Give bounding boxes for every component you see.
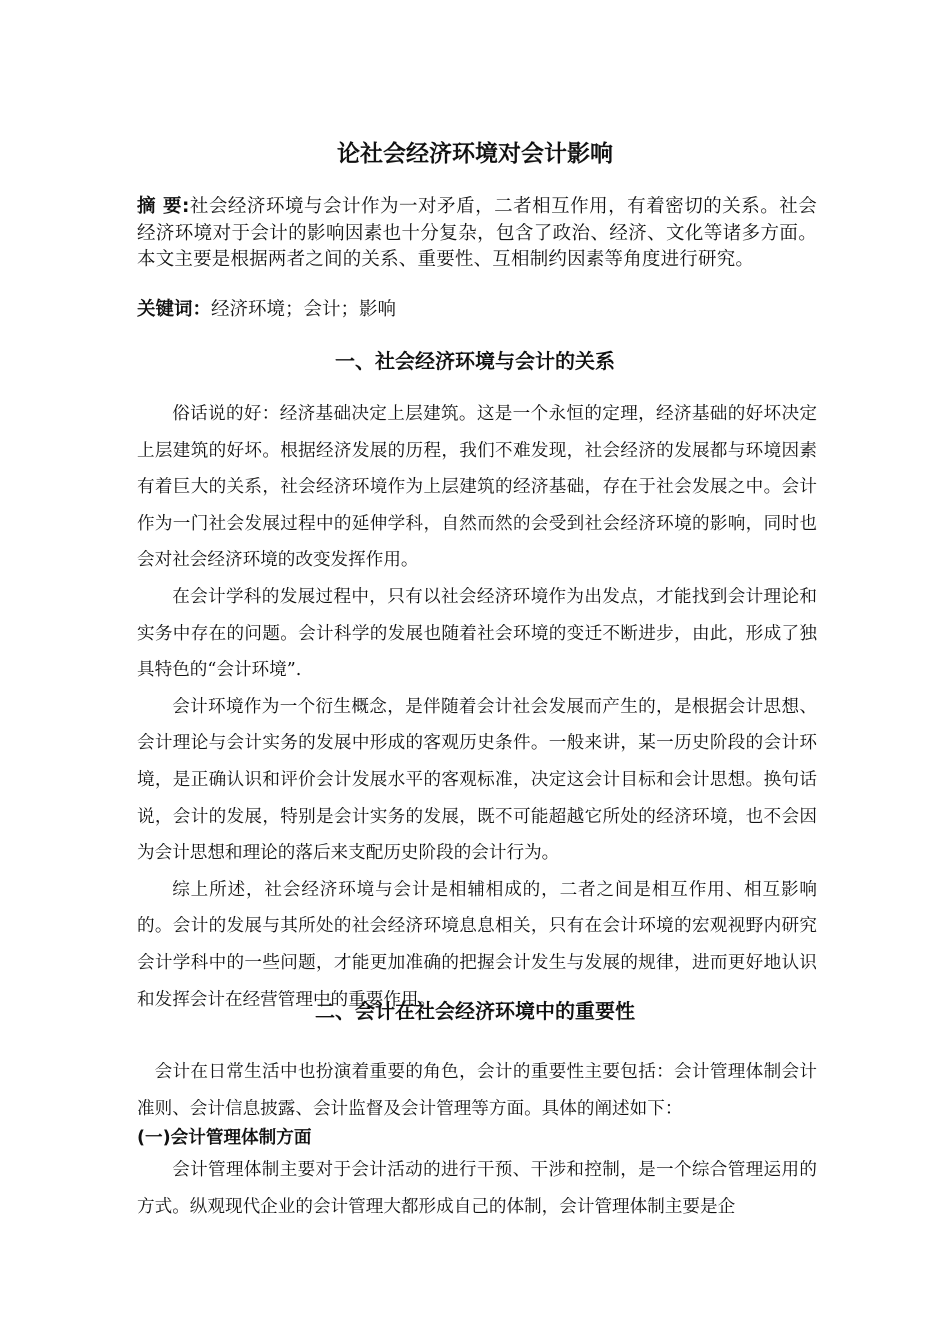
paragraph: 俗话说的好：经济基础决定上层建筑。这是一个永恒的定理，经济基础的好坏决定上层建筑的好坏。根据经济发展的历程，我们不难发现，社会经济的发展都与环境因素有着巨大的关系，社会经济环境作为上层建筑的经济基础，存在于社会发展之中。会计作为一门社会发展过程中的延伸学科，自然而然的会受到社会经济环境的影响，同时也会对社会经济环境的改变发挥作用。: [137, 404, 817, 571]
abstract-text: 社会经济环境与会计作为一对矛盾，二者相互作用，有着密切的关系。社会经济环境对于会计的影响因素也十分复杂，包含了政治、经济、文化等诸多方面。本文主要是根据两者之间的关系、重要性、互相制约因素等角度进行研究。: [137, 196, 817, 270]
section-2-heading: 二、会计在社会经济环境中的重要性: [315, 999, 635, 1023]
section-2-intro-block: [137, 1054, 817, 1127]
keywords: [137, 297, 817, 323]
paragraph: 综上所述，社会经济环境与会计是相辅相成的，二者之间是相互作用、相互影响的。会计的发展与其所处的社会经济环境息息相关，只有在会计环境的宏观视野内研究会计学科中的一些问题，才能更加准确的把握会计发生与发展的规律，进而更好地认识和发挥会计在经营管理中的重要作用。: [137, 879, 817, 1010]
abstract: [137, 194, 817, 274]
section-1-heading: 一、社会经济环境与会计的关系: [335, 349, 615, 373]
abstract-label: 摘 要:: [137, 196, 190, 217]
page-title: 论社会经济环境对会计影响: [337, 141, 613, 167]
paragraph: 会计管理体制主要对于会计活动的进行干预、干涉和控制，是一个综合管理运用的方式。纵观现代企业的会计管理大都形成自己的体制，会计管理体制主要是企: [137, 1160, 817, 1217]
section-2-intro: 会计在日常生活中也扮演着重要的角色，会计的重要性主要包括：会计管理体制会计准则、会计信息披露、会计监督及会计管理等方面。具体的阐述如下：: [137, 1062, 817, 1119]
section-1-body: [137, 396, 817, 1018]
keywords-label: 关键词：: [137, 299, 212, 320]
paragraph: 会计环境作为一个衍生概念，是伴随着会计社会发展而产生的，是根据会计思想、会计理论与会计实务的发展中形成的客观历史条件。一般来讲，某一历史阶段的会计环境，是正确认识和评价会计发展水平的客观标准，决定这会计目标和会计思想。换句话说，会计的发展，特别是会计实务的发展，既不可能超越它所处的经济环境，也不会因为会计思想和理论的落后来支配历史阶段的会计行为。: [137, 696, 817, 864]
keywords-text: 经济环境；会计；影响: [211, 299, 397, 320]
subsection-body: [137, 1152, 817, 1225]
subsection-heading: (一)会计管理体制方面: [137, 1128, 312, 1148]
paragraph: 在会计学科的发展过程中，只有以社会经济环境作为出发点，才能找到会计理论和实务中存在的问题。会计科学的发展也随着社会环境的变迁不断进步，由此，形成了独具特色的“会计环境”.: [137, 586, 817, 681]
